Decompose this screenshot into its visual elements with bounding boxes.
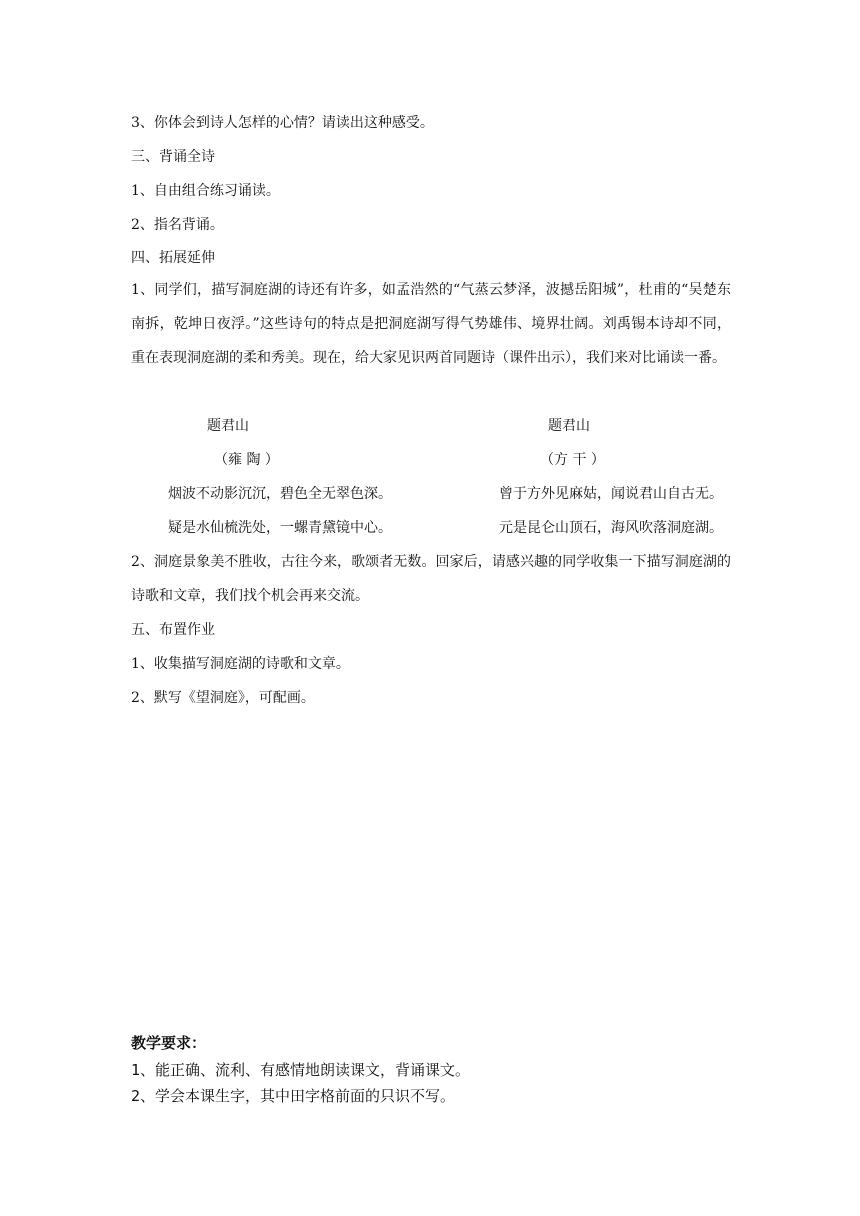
section-3-heading: 三、背诵全诗 bbox=[131, 149, 215, 165]
poem-left-line-1: 烟波不动影沉沉，碧色全无翠色深。 bbox=[168, 486, 392, 502]
poem-right-line-1: 曾于方外见麻姑，闻说君山自古无。 bbox=[499, 486, 723, 502]
section-3-item-1: 1、自由组合练习诵读。 bbox=[131, 183, 280, 199]
poem-right-line-2: 元是昆仑山顶石，海风吹落洞庭湖。 bbox=[499, 520, 723, 536]
section-4-paragraph-2: 2、洞庭景象美不胜收，古往今来，歌颂者无数。回家后，请感兴趣的同学收集一下描写洞庭湖的诗歌和文章，我们找个机会再来交流。 bbox=[131, 554, 731, 604]
poem-left-title: 题君山 bbox=[207, 418, 249, 434]
requirement-item-2: 2、学会本课生字，其中田字格前面的只识不写。 bbox=[131, 1087, 456, 1105]
poem-right-title: 题君山 bbox=[548, 418, 590, 434]
section-3-item-2: 2、指名背诵。 bbox=[131, 217, 224, 233]
poem-right-author: （方 干 ） bbox=[540, 452, 605, 468]
section-4-paragraph-1: 1、同学们，描写洞庭湖的诗还有许多，如孟浩然的“气蒸云梦泽，波撼岳阳城”，杜甫的“吴楚东南拆，乾坤日夜浮。”这些诗句的特点是把洞庭湖写得气势雄伟、境界壮阔。刘禹锡本诗却不同，重在表现洞庭湖的柔和秀美。现在，给大家见识两首同题诗（课件出示），我们来对比诵读一番。 bbox=[131, 282, 731, 366]
poem-left-author: （雍 陶 ） bbox=[214, 452, 279, 468]
requirement-item-1: 1、能正确、流利、有感情地朗读课文，背诵课文。 bbox=[131, 1061, 471, 1079]
requirements-heading: 教学要求： bbox=[131, 1034, 207, 1052]
poem-left-line-2: 疑是水仙梳洗处，一螺青黛镜中心。 bbox=[168, 520, 392, 536]
section-4-heading: 四、拓展延伸 bbox=[131, 250, 215, 266]
section-5-heading: 五、布置作业 bbox=[131, 622, 215, 638]
question-3: 3、你体会到诗人怎样的心情？请读出这种感受。 bbox=[131, 115, 434, 131]
section-5-item-1: 1、收集描写洞庭湖的诗歌和文章。 bbox=[131, 656, 350, 672]
section-5-item-2: 2、默写《望洞庭》，可配画。 bbox=[131, 690, 315, 706]
